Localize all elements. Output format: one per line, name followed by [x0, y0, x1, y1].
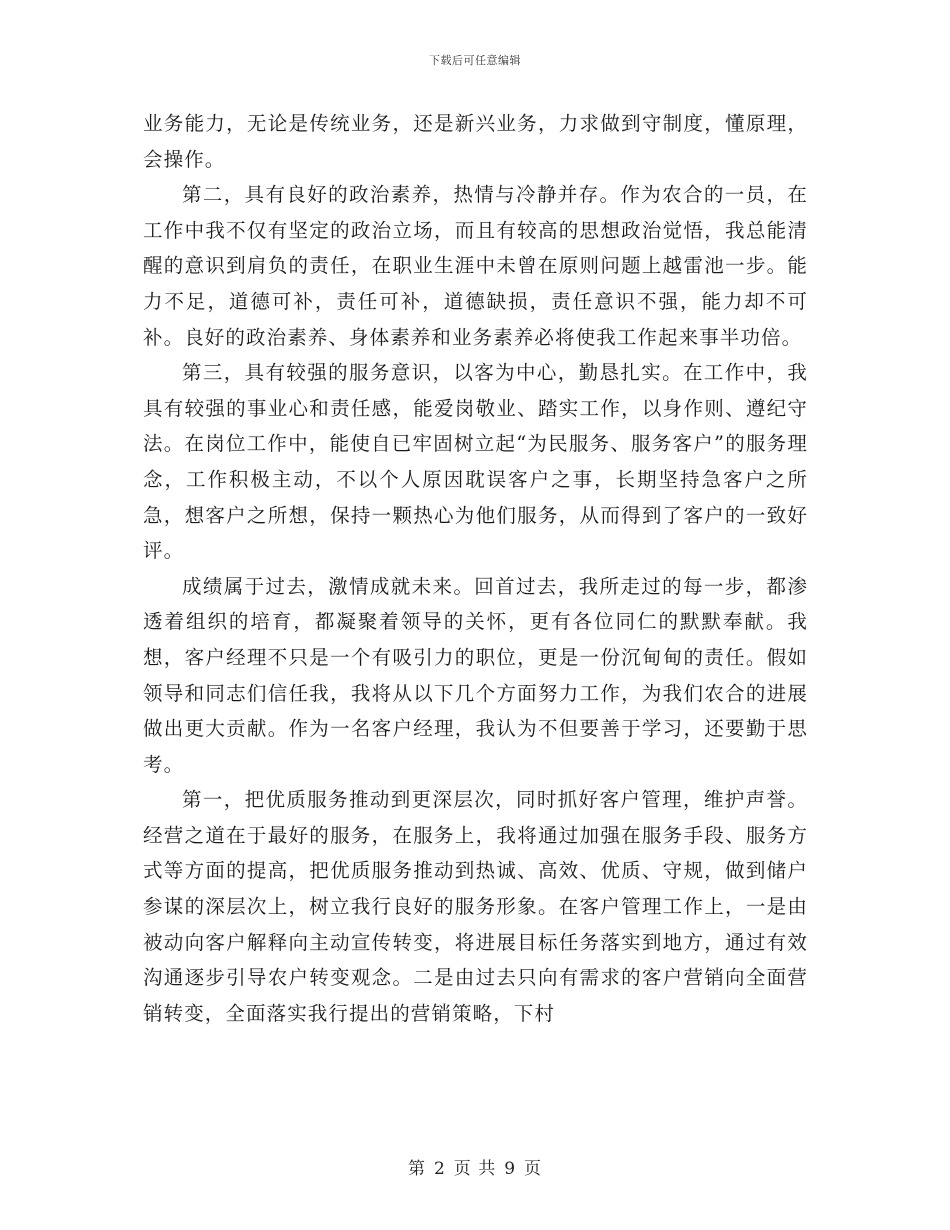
- footer-suffix: 页: [524, 1159, 543, 1179]
- footer-middle: 页 共: [453, 1159, 497, 1179]
- body-text: [143, 106, 808, 1031]
- page-header: 下载后可任意编辑: [429, 54, 521, 67]
- paragraph: 第三，具有较强的服务意识，以客为中心，勤恳扎实。在工作中，我具有较强的事业心和责任感，能爱岗敬业、踏实工作，以身作则、遵纪守法。在岗位工作中，能使自已牢固树立起“为民服务、服务客户”的服务理念，工作积极主动，不以个人原因耽误客户之事，长期坚持急客户之所急，想客户之所想，保持一颗热心为他们服务，从而得到了客户的一致好评。: [143, 361, 808, 563]
- paragraph: 第二，具有良好的政治素养，热情与冷静并存。作为农合的一员，在工作中我不仅有坚定的政治立场，而且有较高的思想政治觉悟，我总能清醒的意识到肩负的责任，在职业生涯中未曾在原则问题上越雷池一步。能力不足，道德可补，责任可补，道德缺损，责任意识不强，能力却不可补。良好的政治素养、身体素养和业务素养必将使我工作起来事半功倍。: [143, 183, 808, 349]
- paragraph: 成绩属于过去，激情成就未来。回首过去，我所走过的每一步，都渗透着组织的培育，都凝聚着领导的关怀，更有各位同仁的默默奉献。我想，客户经理不只是一个有吸引力的职位，更是一份沉甸甸的责任。假如领导和同志们信任我，我将从以下几个方面努力工作，为我们农合的进展做出更大贡献。作为一名客户经理，我认为不但要善于学习，还要勤于思考。: [143, 574, 808, 776]
- total-pages: 9: [504, 1159, 517, 1179]
- page-footer: [0, 1154, 950, 1179]
- page-number: 2: [433, 1159, 446, 1179]
- paragraph: 业务能力，无论是传统业务，还是新兴业务，力求做到守制度，懂原理，会操作。: [143, 112, 808, 171]
- paragraph: 第一，把优质服务推动到更深层次，同时抓好客户管理，维护声誉。经营之道在于最好的服务，在服务上，我将通过加强在服务手段、服务方式等方面的提高，把优质服务推动到热诚、高效、优质、守规，做到储户参谋的深层次上，树立我行良好的服务形象。在客户管理工作上，一是由被动向客户解释向主动宣传转变，将进展目标任务落实到地方，通过有效沟通逐步引导农户转变观念。二是由过去只向有需求的客户营销向全面营销转变，全面落实我行提出的营销策略，下村: [143, 788, 808, 1025]
- footer-prefix: 第: [407, 1159, 426, 1179]
